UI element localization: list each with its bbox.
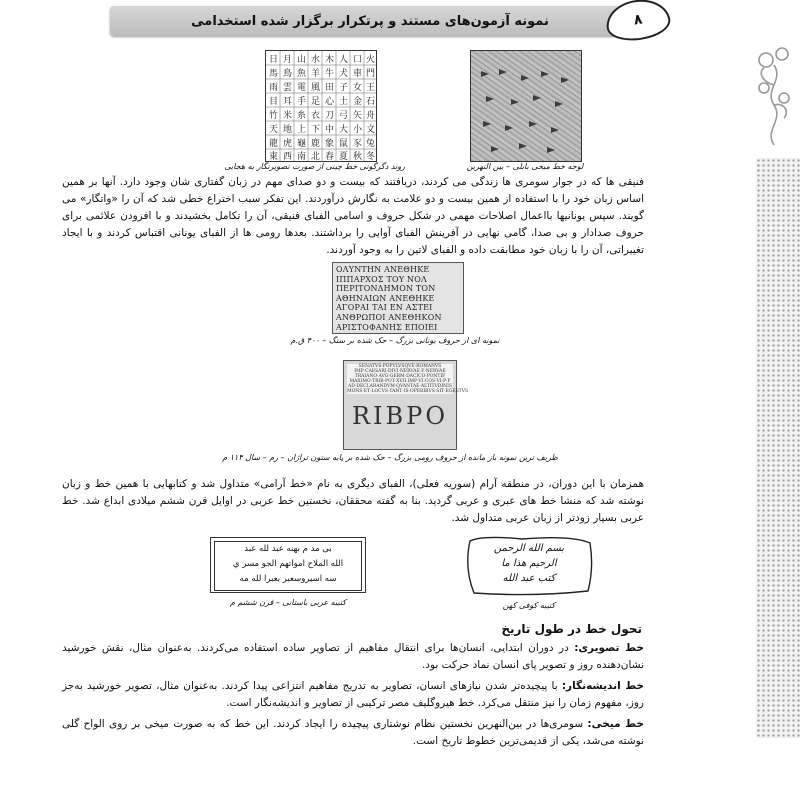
- header-title: نمونه آزمون‌های مستند و پرتکرار برگزار شده استخدامی: [191, 13, 549, 29]
- greek-line: ΟΛΥΝΤΗΝ ΑΝΕΘΗΚΕ: [336, 265, 430, 274]
- cuneiform-image: [471, 51, 581, 161]
- svg-text:夏: 夏: [339, 152, 349, 162]
- roman-line: IMP·CAESARI·DIVI·NERVAE·F·NERVAE: [354, 369, 446, 374]
- section-item-cuneiform: [62, 716, 644, 750]
- svg-text:田: 田: [325, 83, 335, 93]
- greek-line: ΑΝΘΡΩΠΟΙ ΑΝΕΘΗΚΟΝ: [336, 312, 442, 322]
- svg-text:虎: 虎: [283, 139, 293, 149]
- svg-text:馬: 馬: [269, 69, 279, 79]
- svg-text:鼠: 鼠: [339, 139, 349, 149]
- svg-text:竹: 竹: [269, 111, 279, 121]
- kufic-caption: کتیبه کوفی کهن: [502, 601, 556, 610]
- roman-line: MAXIMO·TRIB·POT·XVII·IMP·VI·COS·VI·P·P: [349, 379, 451, 384]
- arabic-line: الله الملاح امواتهم الجو مسر ي: [232, 559, 344, 569]
- svg-text:鳥: 鳥: [283, 69, 293, 79]
- cuneiform-caption: لوحه خط میخی بابلی – بین النهرین: [466, 162, 584, 171]
- svg-text:子: 子: [339, 83, 349, 93]
- item-term: خط میخی:: [587, 718, 644, 730]
- paragraph-aramaic: همزمان با این دوران، در منطقه آرام (سوریه فعلی)، الفبای دیگری به نام «خط آرامی» متداول شد و کتابهایی با همین خط و زبان نوشته شد که منشا خط های عبری و عربی گردید. بنا به گفته محققان، نخستین خط عربی در اوایل قرن ششم میلادی ابداع شد. خط عربی بسیار زودتر از زبان عربی متداول شد.: [62, 478, 644, 524]
- svg-text:足: 足: [311, 97, 321, 107]
- svg-text:女: 女: [353, 83, 363, 93]
- svg-text:水: 水: [311, 55, 321, 65]
- greek-caption: نمونه ای از حروف یونانی بزرگ – حک شده بر سنگ – ۴۰۰ ق.م: [290, 336, 500, 345]
- svg-text:火: 火: [366, 55, 376, 65]
- svg-text:刀: 刀: [325, 111, 335, 121]
- paragraph-phoenician: فنیقی ها که در جوار سومری ها زندگی می کردند، دریافتند که بیست و دو صدای مهم در زبان گفتاری شان وجود دارد. آنها بر همین اساس زبان خود را با استفاده از همین بیست و دو علامت به نگارش درآوردند. این تفکر سبب اختراع خطی شد که آن را «واتگار» می گویند. سپس یونانیها بااعمال اصلاحات مهمی در شکل حروف و اسامی الفبای فنیقی، آن را تکامل بخشیدند و با افزودن علائمی برای حروف صدادار و بی صدا، گامی نهایی در آفرینش الفبای آوایی را برداشتند. بعدها رومی ها از الفبای یونانی اقتباس کردند و با ایجاد تغییراتی، آن را با زبان خود مطابقت داده و الفبای لاتین را به وجود آوردند.: [62, 176, 644, 256]
- greek-line: ΑΡΙΣΤΟΦΑΝΗΣ ΕΠΟΙΕΙ: [336, 322, 438, 332]
- svg-text:木: 木: [325, 55, 335, 65]
- svg-text:米: 米: [283, 111, 293, 121]
- arabic-inscription-figure: [210, 537, 366, 593]
- svg-text:弓: 弓: [339, 111, 349, 121]
- roman-line: TRAIANO·AVG·GERM·DACICO·PONTIF: [354, 374, 446, 379]
- svg-text:糸: 糸: [297, 111, 307, 121]
- svg-text:羊: 羊: [311, 69, 321, 79]
- svg-text:文: 文: [366, 125, 376, 135]
- svg-text:雲: 雲: [283, 83, 293, 93]
- svg-text:門: 門: [366, 69, 376, 79]
- svg-text:小: 小: [353, 125, 363, 135]
- svg-text:耳: 耳: [283, 97, 293, 107]
- section-item-ideographic: [62, 678, 644, 712]
- svg-text:中: 中: [325, 125, 335, 135]
- svg-text:南: 南: [297, 152, 307, 162]
- section-heading: تحول خط در طول تاریخ: [501, 622, 642, 636]
- svg-text:大: 大: [339, 125, 349, 135]
- svg-text:兔: 兔: [366, 139, 376, 149]
- side-dot-pattern: [756, 158, 800, 738]
- cuneiform-tablet-figure: [470, 50, 582, 162]
- kufic-line: بسم الله الرحمن: [493, 543, 565, 554]
- svg-text:秋: 秋: [353, 152, 363, 162]
- svg-text:雨: 雨: [269, 83, 279, 93]
- item-text: سومری‌ها در بین‌النهرین نخستین نظام نوشتاری پیچیده را ایجاد کردند. این خط که به صورت میخی بر روی الواح گلی نوشته می‌شد، یکی از قدیمی‌ترین خطوط تاریخ است.: [62, 718, 644, 747]
- svg-text:衣: 衣: [311, 111, 321, 121]
- svg-text:手: 手: [297, 97, 307, 107]
- kufic-line: الرحيم هذا ما: [501, 558, 557, 569]
- svg-text:王: 王: [366, 83, 376, 93]
- section-item-pictographic: [62, 640, 644, 674]
- svg-text:目: 目: [269, 97, 279, 107]
- roman-line: MONS·ET·LOCVS·TANT·IS·OPERIBVS·SIT·EGESTVS: [347, 389, 469, 394]
- arabic-line: سه اسیروسعبر بعبرا لله مه: [239, 574, 337, 584]
- kufic-lines: [474, 541, 584, 586]
- roman-caption: ظریف ترین نمونه باز مانده از حروف رومی بزرگ – حک شده بر پایه ستون تراژان – رم – سال ۱۱۴ م: [222, 453, 558, 462]
- roman-line: SENATVS·POPVLVSQVE·ROMANVS: [358, 364, 442, 369]
- roman-inscription-figure: [343, 360, 469, 450]
- svg-text:石: 石: [366, 97, 376, 107]
- item-text: با پیچیده‌تر شدن نیازهای انسان، تصاویر به تدریج مفاهیم انتزاعی پیدا کردند. به‌عنوان مثال، تصویر خورشید به‌جز روز، مفهوم زمان را نیز منتقل می‌کرد. خط هیروگلیف مصر ترکیبی از تصاویر و اندیشه‌نگار است.: [62, 680, 644, 709]
- item-term: خط اندیشه‌نگار:: [561, 680, 644, 692]
- svg-text:象: 象: [325, 139, 335, 149]
- header-bar: [110, 6, 630, 36]
- svg-text:犬: 犬: [339, 69, 349, 79]
- svg-text:龍: 龍: [269, 139, 279, 149]
- svg-text:牛: 牛: [325, 69, 335, 79]
- svg-text:山: 山: [297, 55, 307, 65]
- chinese-grid-image: [266, 51, 376, 161]
- svg-text:風: 風: [311, 83, 321, 93]
- arabic-caption: کتیبه عربی باستانی – قرن ششم م: [229, 598, 347, 607]
- page-number: ۸: [632, 11, 644, 29]
- svg-text:龜: 龜: [297, 139, 307, 149]
- svg-text:心: 心: [325, 97, 335, 107]
- roman-line: AD·DECLARANDVM·QVANTAE·ALTITVDINIS: [348, 384, 452, 389]
- svg-text:人: 人: [339, 55, 349, 65]
- svg-text:矢: 矢: [353, 111, 363, 121]
- svg-text:鹿: 鹿: [311, 139, 321, 149]
- chinese-caption: روند دگرگونی خط چینی از صورت تصویرنگار به هجایی: [224, 162, 405, 171]
- svg-text:日: 日: [269, 55, 279, 65]
- arabic-lines: [214, 541, 362, 591]
- item-text: در دوران ابتدایی، انسان‌ها برای انتقال مفاهیم از تصاویر ساده استفاده می‌کردند. به‌عنوان مثال، نقش خورشید نشان‌دهنده روز و تصویر پای انسان نماد حرکت بود.: [62, 642, 644, 671]
- item-term: خط تصویری:: [574, 642, 644, 654]
- svg-text:東: 東: [269, 152, 279, 162]
- svg-text:上: 上: [297, 125, 307, 135]
- greek-line: ΑΓΟΡΑΙ ΤΑΙ ΕΝ ΑΣΤΕΙ: [336, 303, 433, 313]
- greek-inscription-figure: [332, 262, 464, 334]
- svg-text:車: 車: [353, 69, 363, 79]
- svg-text:豕: 豕: [353, 139, 363, 149]
- greek-line: ΠΕΡΙΤΟΝΔΗΜΟΝ ΤΟΝ: [336, 284, 436, 294]
- floral-ornament-icon: [754, 40, 794, 150]
- svg-text:土: 土: [339, 97, 349, 107]
- svg-text:金: 金: [353, 97, 363, 107]
- greek-lines: [333, 263, 463, 334]
- greek-line: ΙΠΠΑΡΧΟΣ ΤΟΥ ΝΟΛ: [336, 274, 427, 284]
- greek-line: ΑΘΗΝΑΙΩΝ ΑΝΕΘΗΚΕ: [336, 293, 435, 303]
- svg-text:下: 下: [311, 125, 321, 135]
- arabic-line: بی مد م بهنه عبد لله عبد: [244, 544, 332, 554]
- svg-text:天: 天: [269, 125, 279, 135]
- svg-text:北: 北: [311, 152, 321, 162]
- roman-big-letters: RIBPO: [351, 402, 448, 430]
- roman-lines: [347, 364, 469, 394]
- svg-text:月: 月: [283, 55, 293, 65]
- kufic-line: كتب عبد الله: [502, 573, 556, 584]
- svg-text:口: 口: [353, 55, 363, 65]
- svg-text:冬: 冬: [366, 152, 376, 162]
- svg-text:地: 地: [283, 125, 293, 135]
- svg-text:舟: 舟: [366, 111, 376, 121]
- svg-text:春: 春: [325, 152, 335, 162]
- svg-text:電: 電: [297, 83, 307, 93]
- chinese-script-figure: [265, 50, 377, 162]
- kufic-inscription-figure: [462, 533, 596, 597]
- svg-text:西: 西: [283, 152, 293, 162]
- svg-text:魚: 魚: [297, 69, 307, 79]
